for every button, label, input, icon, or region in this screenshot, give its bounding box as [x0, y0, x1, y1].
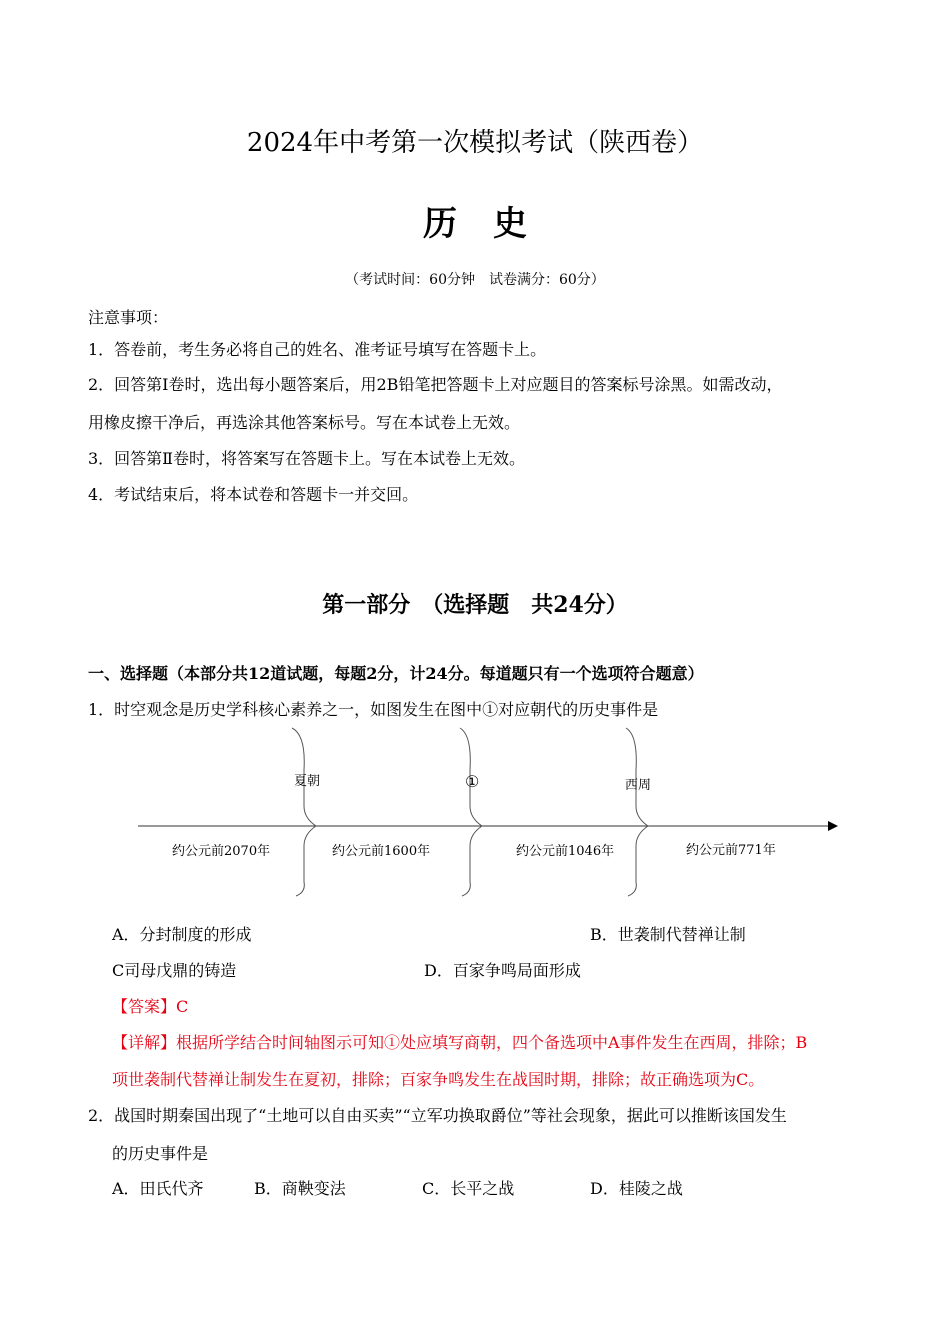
exam-title: 2024年中考第一次模拟考试（陕西卷） [246, 128, 704, 158]
subject-title: 历史 [423, 204, 563, 244]
notice-item-3: 3．回答第Ⅱ卷时，将答案写在答题卡上。写在本试卷上无效。 [88, 449, 526, 468]
q1-answer: 【答案】C [112, 997, 189, 1016]
q1-option-b: B．世袭制代替禅让制 [590, 925, 746, 944]
date-1600: 约公元前1600年 [332, 844, 431, 859]
notice-item-2: 2．回答第Ⅰ卷时，选出每小题答案后，用2B铅笔把答题卡上对应题目的答案标号涂黑。如需改动， [88, 375, 783, 394]
q2-option-a: A．田氏代齐 [112, 1179, 204, 1198]
q2-option-c: C．长平之战 [422, 1179, 515, 1198]
date-1046: 约公元前1046年 [516, 844, 615, 859]
q1-analysis-line-2: 项世袭制代替禅让制发生在夏初，排除；百家争鸣发生在战国时期，排除；故正确选项为C。 [112, 1070, 765, 1089]
brace-1 [292, 728, 316, 896]
notice-item-2-cont: 用橡皮擦干净后，再选涂其他答案标号。写在本试卷上无效。 [88, 413, 521, 432]
date-771: 约公元前771年 [686, 843, 776, 858]
notice-heading: 注意事项： [88, 308, 169, 327]
dynasty-blank: ① [465, 772, 480, 791]
q2-option-d: D．桂陵之战 [590, 1179, 683, 1198]
exam-info: （考试时间：60分钟 试卷满分：60分） [345, 272, 605, 288]
q1-analysis-line-1: 【详解】根据所学结合时间轴图示可知①处应填写商朝，四个备选项中A事件发生在西周，排除；B [112, 1033, 808, 1052]
q2-option-b: B．商鞅变法 [254, 1179, 346, 1198]
q2-stem-line-1: 2．战国时期秦国出现了“土地可以自由买卖”“立军功换取爵位”等社会现象，据此可以推断该国发生 [88, 1106, 787, 1125]
q2-stem-line-2: 的历史事件是 [112, 1144, 209, 1163]
dynasty-western-zhou: 西周 [625, 778, 652, 793]
q1-option-c: C司母戊鼎的铸造 [112, 961, 237, 980]
dynasty-xia: 夏朝 [294, 774, 321, 789]
section-heading: 一、选择题（本部分共12道试题，每题2分，计24分。每道题只有一个选项符合题意） [88, 664, 704, 683]
brace-2 [460, 728, 482, 896]
notice-item-4: 4．考试结束后，将本试卷和答题卡一并交回。 [88, 485, 419, 504]
date-2070: 约公元前2070年 [172, 844, 271, 859]
q1-option-a: A．分封制度的形成 [112, 925, 252, 944]
part-one-title: 第一部分 （选择题 共24分） [322, 592, 628, 618]
brace-3 [626, 728, 648, 896]
notice-item-1: 1．答卷前，考生务必将自己的姓名、准考证号填写在答题卡上。 [88, 340, 547, 359]
q1-stem: 1．时空观念是历史学科核心素养之一，如图发生在图中①对应朝代的历史事件是 [88, 700, 659, 719]
timeline-arrow [828, 821, 838, 831]
q1-option-d: D．百家争鸣局面形成 [424, 961, 581, 980]
